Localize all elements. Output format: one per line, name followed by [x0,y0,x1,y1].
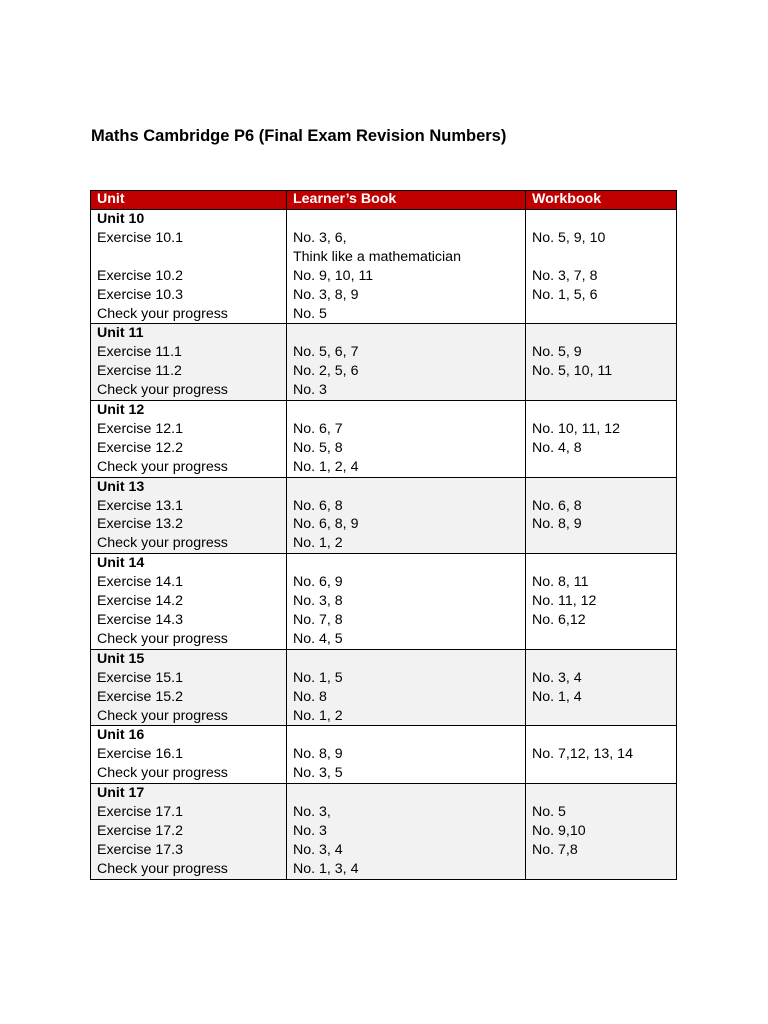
unit-cell [91,649,287,726]
learners-book-questions: No. 9, 10, 11 [293,267,374,284]
blank-line [532,650,670,669]
workbook-questions [532,860,670,879]
workbook-questions: No. 7,8 [532,841,578,858]
exercise-label: Exercise 15.1 [97,669,183,686]
learners-book-questions: No. 5, 8 [293,439,343,456]
learners-book-questions: Think like a mathematician [293,248,461,265]
learners-book-questions: No. 8 [293,688,327,705]
exercise-label: Check your progress [97,707,228,724]
exercise-label: Check your progress [97,630,228,647]
table-row [91,324,677,401]
workbook-questions: No. 1, 5, 6 [532,286,598,303]
exercise-label [97,248,280,267]
learners-book-questions: No. 3 [293,822,327,839]
learners-book-cell [287,726,526,784]
exercise-label: Exercise 11.1 [97,344,182,361]
blank-line [293,401,519,420]
learners-book-questions: No. 1, 3, 4 [293,860,359,877]
learners-book-questions: No. 3, 8, 9 [293,286,359,303]
learners-book-cell [287,554,526,650]
workbook-cell [526,324,677,401]
workbook-questions [532,305,670,324]
learners-book-cell [287,324,526,401]
exercise-label: Exercise 17.1 [97,804,183,821]
learners-book-questions: No. 6, 9 [293,574,343,591]
unit-title: Unit 11 [97,325,144,342]
unit-cell [91,401,287,478]
unit-title: Unit 13 [97,478,145,495]
workbook-questions: No. 4, 8 [532,439,582,456]
unit-cell [91,726,287,784]
learners-book-questions: No. 3, 5 [293,765,343,782]
unit-cell [91,477,287,554]
learners-book-cell [287,784,526,880]
exercise-label: Exercise 12.2 [97,439,183,456]
workbook-questions: No. 1, 4 [532,688,582,705]
blank-line [293,324,519,343]
learners-book-cell [287,477,526,554]
learners-book-questions: No. 1, 5 [293,669,343,686]
workbook-questions [532,381,670,400]
workbook-questions: No. 5, 10, 11 [532,363,613,380]
column-header-unit: Unit [91,191,287,210]
workbook-questions: No. 11, 12 [532,593,597,610]
unit-title: Unit 14 [97,555,145,572]
workbook-cell [526,784,677,880]
workbook-questions: No. 5, 9 [532,344,582,361]
blank-line [293,726,519,745]
learners-book-questions: No. 1, 2 [293,707,343,724]
exercise-label: Exercise 17.3 [97,841,183,858]
unit-cell [91,784,287,880]
exercise-label: Check your progress [97,382,228,399]
workbook-questions: No. 8, 11 [532,574,589,591]
exercise-label: Exercise 13.1 [97,497,183,514]
exercise-label: Exercise 12.1 [97,420,183,437]
blank-line [293,210,519,229]
exercise-label: Exercise 14.3 [97,612,183,629]
blank-line [293,650,519,669]
unit-title: Unit 16 [97,727,145,744]
learners-book-questions: No. 1, 2 [293,535,343,552]
learners-book-questions: No. 5 [293,305,327,322]
workbook-questions: No. 6,12 [532,612,586,628]
learners-book-questions: No. 5, 6, 7 [293,344,359,361]
workbook-questions [532,764,670,783]
unit-title: Unit 17 [97,785,145,802]
learners-book-questions: No. 3, 4 [293,841,343,858]
exercise-label: Exercise 17.2 [97,822,183,839]
workbook-questions [532,458,670,477]
workbook-questions: No. 6, 8 [532,497,582,514]
workbook-questions: No. 5, 9, 10 [532,229,606,246]
page-title: Maths Cambridge P6 (Final Exam Revision Numbers) [91,127,507,145]
unit-title: Unit 12 [97,402,145,419]
learners-book-questions: No. 1, 2, 4 [293,458,359,475]
learners-book-questions: No. 8, 9 [293,746,343,763]
workbook-cell [526,649,677,726]
unit-cell [91,554,287,650]
unit-cell [91,324,287,401]
learners-book-questions: No. 2, 5, 6 [293,363,359,380]
workbook-questions: No. 9,10 [532,822,586,839]
learners-book-questions: No. 7, 8 [293,612,343,628]
table-row [91,210,677,324]
blank-line [293,784,519,803]
table-row [91,726,677,784]
learners-book-cell [287,649,526,726]
blank-line [293,478,519,497]
learners-book-cell [287,401,526,478]
revision-table [90,190,677,880]
workbook-cell [526,554,677,650]
workbook-cell [526,210,677,324]
exercise-label: Check your progress [97,305,228,322]
learners-book-questions: No. 3, 6, [293,229,347,246]
exercise-label: Exercise 13.2 [97,516,183,533]
exercise-label: Check your progress [97,535,228,552]
exercise-label: Check your progress [97,860,228,877]
workbook-questions: No. 3, 7, 8 [532,267,598,284]
exercise-label: Exercise 14.1 [97,574,183,591]
workbook-cell [526,726,677,784]
exercise-label: Check your progress [97,765,228,782]
table-body [91,210,677,880]
exercise-label: Exercise 10.1 [97,229,183,246]
blank-line [532,726,670,745]
blank-line [293,554,519,573]
workbook-cell [526,401,677,478]
workbook-questions [532,707,670,726]
column-header-learners-book: Learner’s Book [287,191,526,210]
unit-cell [91,210,287,324]
blank-line [532,210,670,229]
exercise-label: Exercise 11.2 [97,363,182,380]
learners-book-questions: No. 6, 7 [293,420,343,437]
blank-line [532,554,670,573]
exercise-label: Exercise 10.3 [97,286,183,303]
workbook-questions: No. 10, 11, 12 [532,420,621,437]
blank-line [532,784,670,803]
workbook-questions [532,248,670,267]
blank-line [532,324,670,343]
blank-line [532,478,670,497]
table-row [91,477,677,554]
learners-book-questions: No. 3 [293,382,327,399]
column-header-workbook: Workbook [526,191,677,210]
workbook-questions: No. 5 [532,804,566,821]
table-row [91,784,677,880]
unit-title: Unit 10 [97,211,145,227]
unit-title: Unit 15 [97,650,145,667]
exercise-label: Exercise 16.1 [97,746,183,763]
table-header-row [91,191,677,210]
table-row [91,649,677,726]
workbook-questions: No. 8, 9 [532,516,582,533]
learners-book-questions: No. 6, 8 [293,497,343,514]
workbook-questions: No. 3, 4 [532,669,582,686]
exercise-label: Exercise 10.2 [97,267,183,284]
exercise-label: Exercise 14.2 [97,593,183,610]
exercise-label: Exercise 15.2 [97,688,183,705]
exercise-label: Check your progress [97,458,228,475]
workbook-questions [532,630,670,649]
learners-book-questions: No. 3, 8 [293,593,343,610]
workbook-questions [532,534,670,553]
learners-book-cell [287,210,526,324]
learners-book-questions: No. 3, [293,804,331,821]
workbook-cell [526,477,677,554]
workbook-questions: No. 7,12, 13, 14 [532,746,633,763]
table-row [91,554,677,650]
learners-book-questions: No. 4, 5 [293,630,343,647]
learners-book-questions: No. 6, 8, 9 [293,516,359,533]
table-row [91,401,677,478]
blank-line [532,401,670,420]
